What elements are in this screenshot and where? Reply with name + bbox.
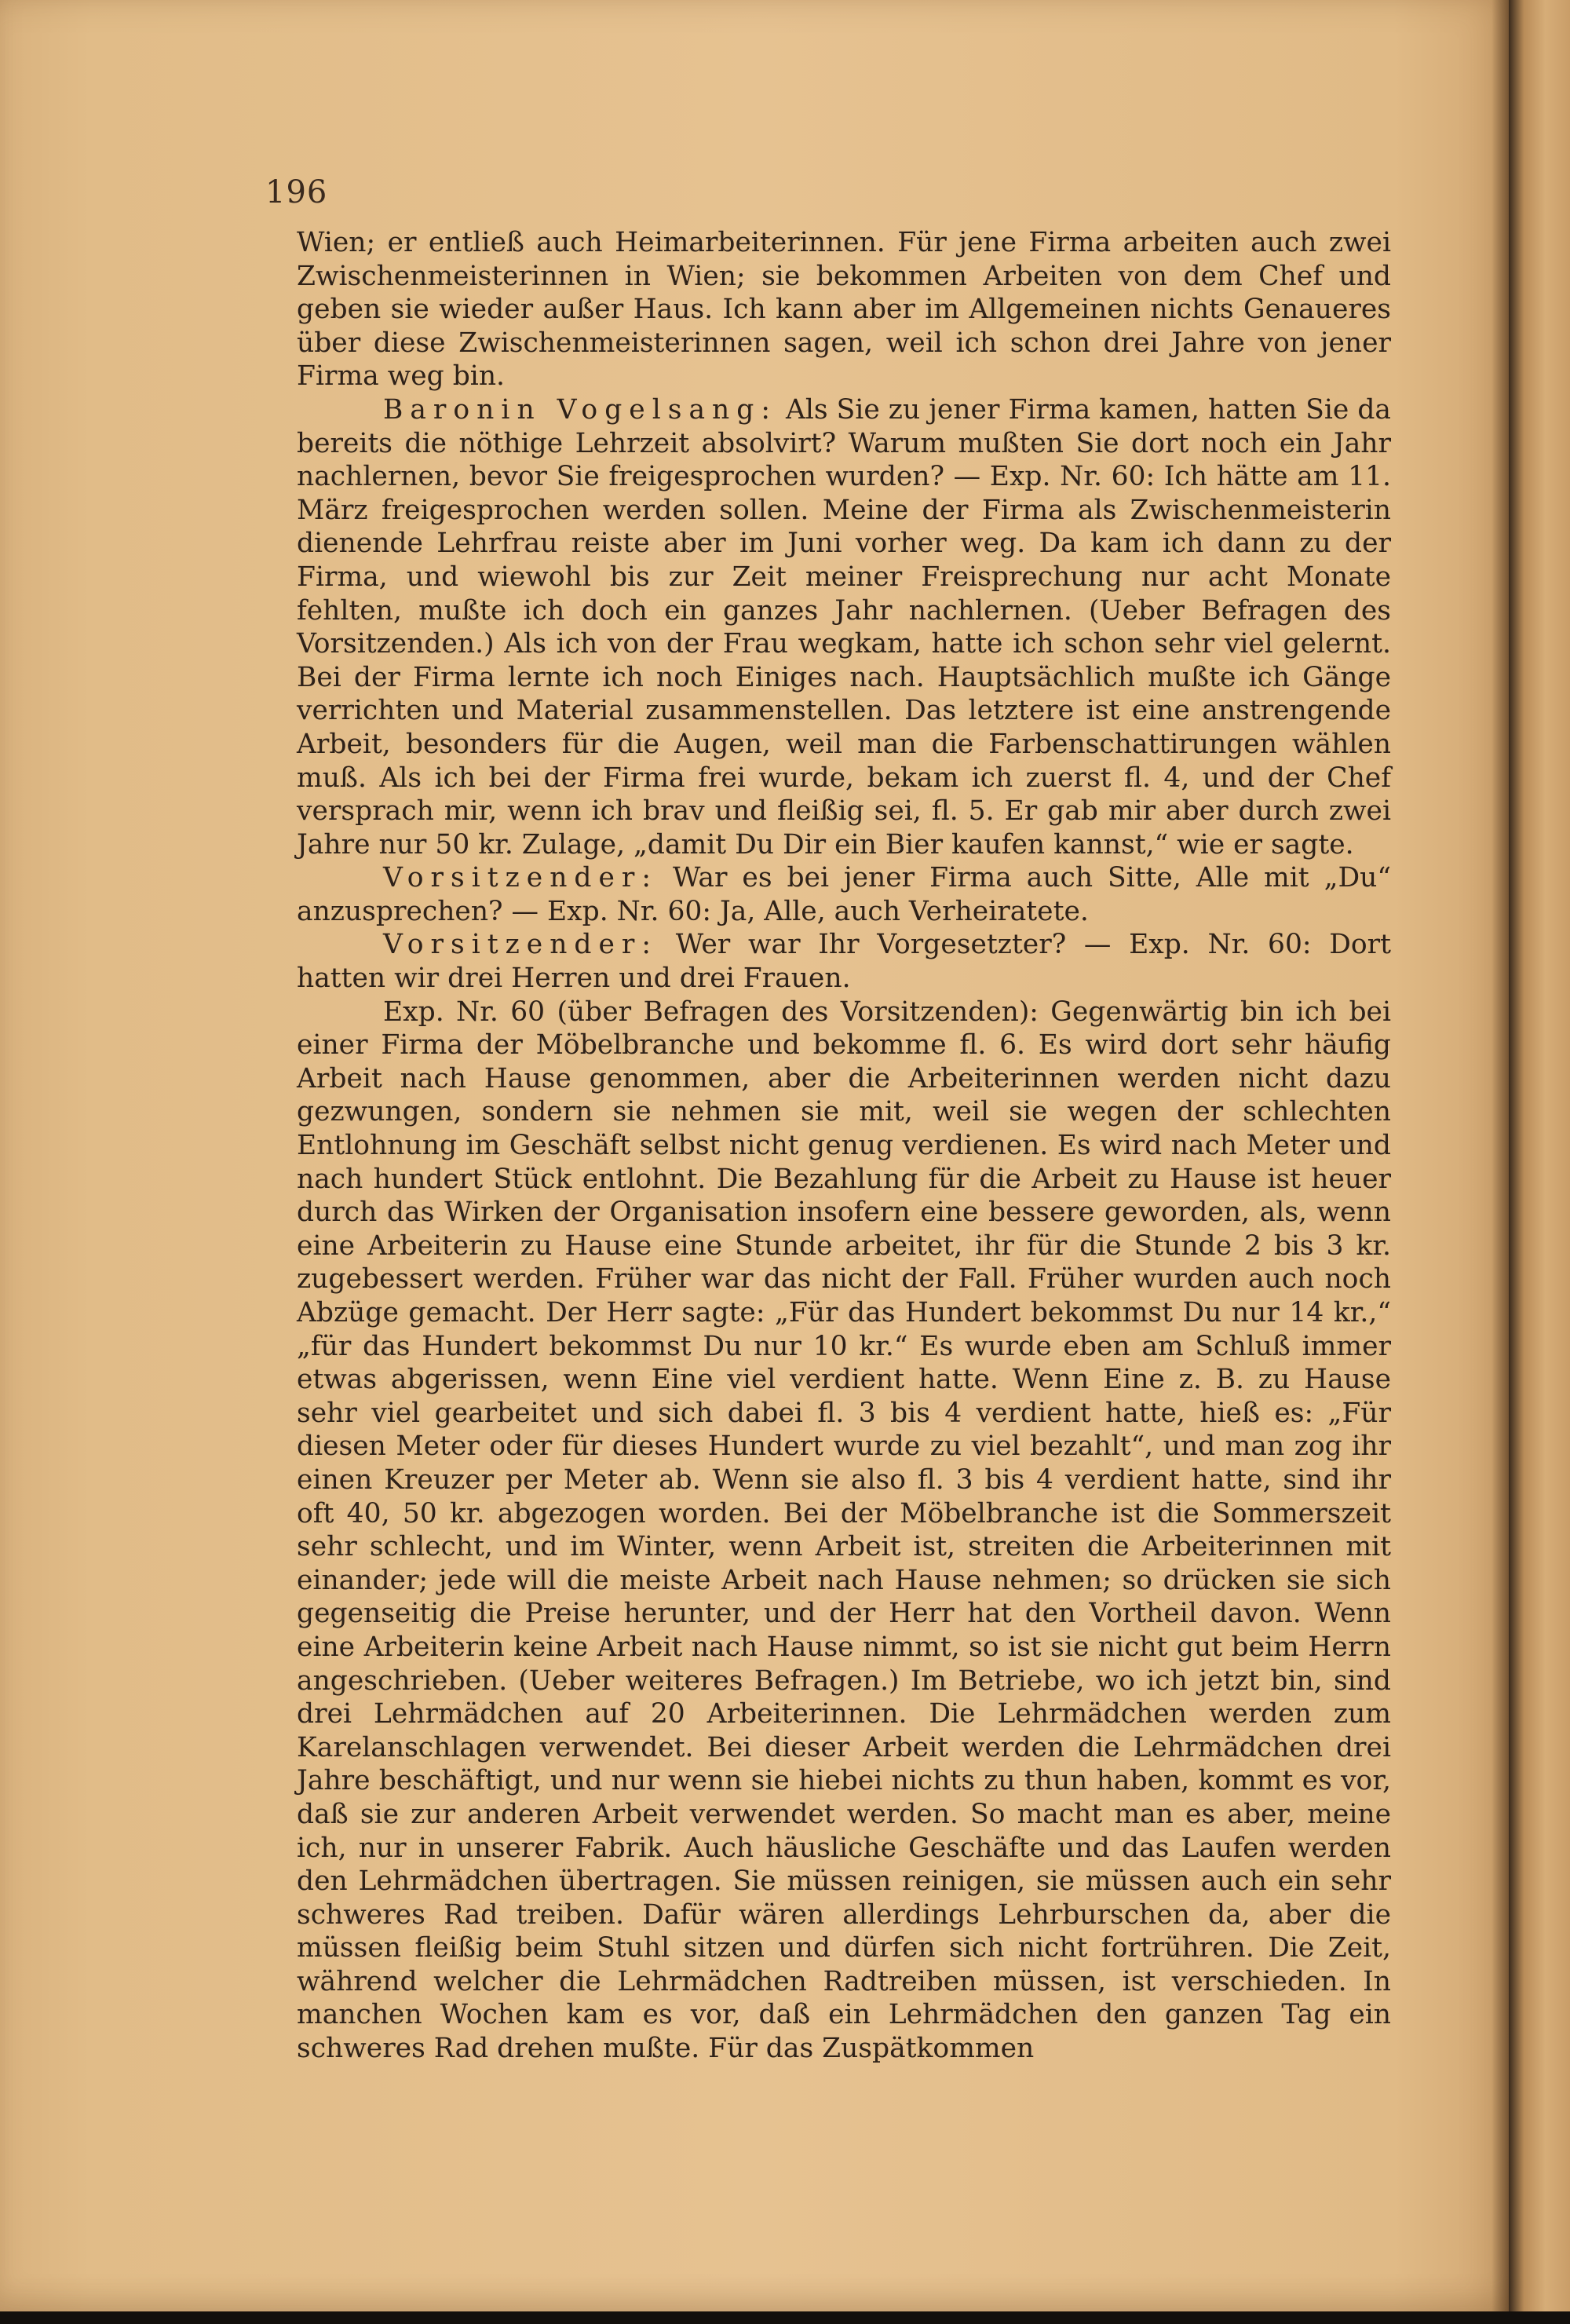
- paragraph-text: Als Sie zu jener Firma kamen, hatten Sie da bereits die nöthige Lehrzeit absolvirt? Warum mußten Sie dort noch ein Jahr nachlernen, bevor Sie freigesprochen wurden? — Exp. Nr. 60: Ich hätte am 11. März freigesprochen werden sollen. Meine der Firma als Zwischenmeisterin dienende Lehrfrau reiste aber im Juni vorher weg. Da kam ich dann zu der Firma, und wiewohl bis zur Zeit meiner Freisprechung nur acht Monate fehlten, mußte ich doch ein ganzes Jahr nachlernen. (Ueber Befragen des Vorsitzenden.) Als ich von der Frau wegkam, hatte ich schon sehr viel gelernt. Bei der Firma lernte ich noch Einiges nach. Hauptsächlich mußte ich Gänge verrichten und Material zusammenstellen. Das letztere ist eine anstrengende Arbeit, besonders für die Augen, weil man die Farbenschattirungen wählen muß. Als ich bei der Firma frei wurde, bekam ich zuerst fl. 4, und der Chef versprach mir, wenn ich brav und fleißig sei, fl. 5. Er gab mir aber durch zwei Jahre nur 50 kr. Zulage, „damit Du Dir ein Bier kaufen kannst,“ wie er sagte.: [297, 393, 1391, 861]
- paragraph-text: Exp. Nr. 60 (über Befragen des Vorsitzenden): Gegenwärtig bin ich bei einer Firma der Möbelbranche und bekomme fl. 6. Es wird dort sehr häufig Arbeit nach Hause genommen, aber die Arbeiterinnen werden nicht dazu gezwungen, sondern sie nehmen sie mit, weil sie wegen der schlechten Entlohnung im Geschäft selbst nicht genug verdienen. Es wird nach Meter und nach hundert Stück entlohnt. Die Bezahlung für die Arbeit zu Hause ist heuer durch das Wirken der Organisation insofern eine bessere geworden, als, wenn eine Arbeiterin zu Hause eine Stunde arbeitet, ihr für die Stunde 2 bis 3 kr. zugebessert werden. Früher war das nicht der Fall. Früher wurden auch noch Abzüge gemacht. Der Herr sagte: „Für das Hundert bekommst Du nur 14 kr.,“ „für das Hundert bekommst Du nur 10 kr.“ Es wurde eben am Schluß immer etwas abgerissen, wenn Eine viel verdient hatte. Wenn Eine z. B. zu Hause sehr viel gearbeitet und sich dabei fl. 3 bis 4 verdient hatte, hieß es: „Für diesen Meter oder für dieses Hundert wurde zu viel bezahlt“, und man zog ihr einen Kreuzer per Meter ab. Wenn sie also fl. 3 bis 4 verdient hatte, sind ihr oft 40, 50 kr. abgezogen worden. Bei der Möbelbranche ist die Sommerszeit sehr schlecht, und im Winter, wenn Arbeit ist, streiten die Arbeiterinnen mit einander; jede will die meiste Arbeit nach Hause nehmen; so drücken sie sich gegenseitig die Preise herunter, und der Herr hat den Vortheil davon. Wenn eine Arbeiterin keine Arbeit nach Hause nimmt, so ist sie nicht gut beim Herrn angeschrieben. (Ueber weiteres Befragen.) Im Betriebe, wo ich jetzt bin, sind drei Lehrmädchen auf 20 Arbeiterinnen. Die Lehrmädchen werden zum Karelanschlagen verwendet. Bei dieser Arbeit werden die Lehrmädchen drei Jahre beschäftigt, und nur wenn sie hiebei nichts zu thun haben, kommt es vor, daß sie zur anderen Arbeit verwendet werden. So macht man es aber, meine ich, nur in unserer Fabrik. Auch häusliche Geschäfte und das Laufen werden den Lehrmädchen übertragen. Sie müssen reinigen, sie müssen auch ein sehr schweres Rad treiben. Dafür wären allerdings Lehrburschen da, aber die müssen fleißig beim Stuhl sitzen und dürfen sich nicht fortrühren. Die Zeit, während welcher die Lehrmädchen Radtreiben müssen, ist verschieden. In manchen Wochen kam es vor, daß ein Lehrmädchen den ganzen Tag ein schweres Rad drehen mußte. Für das Zuspätkommen: [297, 996, 1391, 2065]
- paragraph-5: [297, 996, 1391, 2066]
- paragraph-text: Wer war Ihr Vorgesetzter? — Exp. Nr. 60: Dort hatten wir drei Herren und drei Frauen.: [297, 929, 1391, 995]
- speaker-name: Baronin Vogelsang:: [383, 393, 777, 426]
- speaker-name: Vorsitzender:: [383, 929, 659, 961]
- paragraph-4: [297, 928, 1391, 995]
- adjacent-page-edge: [1509, 0, 1570, 2311]
- paragraph-2: [297, 393, 1391, 861]
- paragraph-text: War es bei jener Firma auch Sitte, Alle mit „Du“ anzusprechen? — Exp. Nr. 60: Ja, Alle, auch Verheiratete.: [297, 862, 1391, 927]
- speaker-name: Vorsitzender:: [383, 862, 659, 894]
- paragraph-1: [297, 226, 1391, 393]
- page-number: 196: [265, 174, 328, 210]
- paragraph-text: Wien; er entließ auch Heimarbeiterinnen. Für jene Firma arbeiten auch zwei Zwischenmeisterinnen in Wien; sie bekommen Arbeiten von dem Chef und geben sie wieder außer Haus. Ich kann aber im Allgemeinen nichts Genaueres über diese Zwischenmeisterinnen sagen, weil ich schon drei Jahre von jener Firma weg bin.: [297, 227, 1391, 393]
- paragraph-3: [297, 861, 1391, 928]
- page-gutter-shadow: [1492, 0, 1509, 2311]
- body-text: [297, 226, 1391, 2066]
- scan-bottom-edge: [0, 2311, 1570, 2324]
